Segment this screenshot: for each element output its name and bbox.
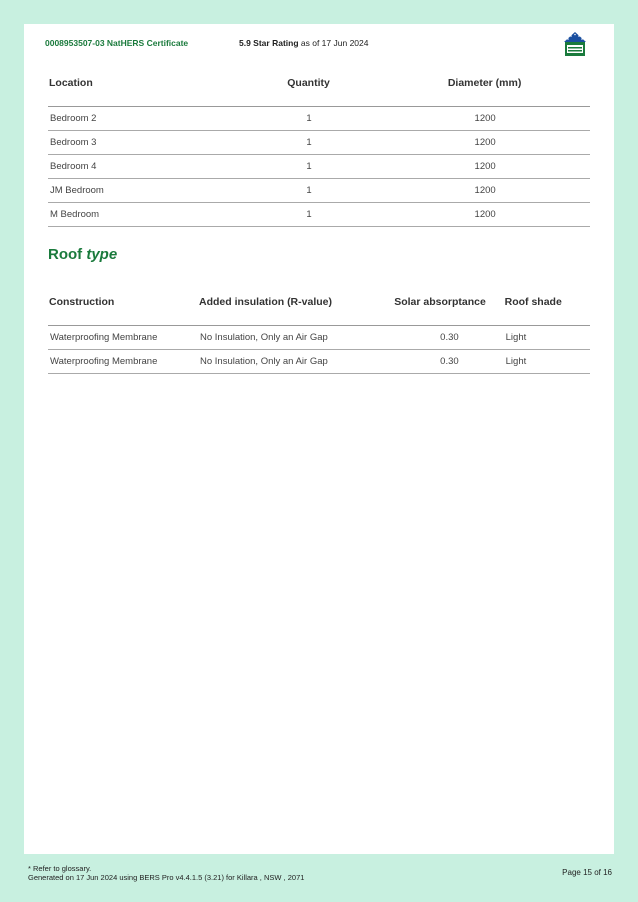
- cell-diameter: 1200: [378, 179, 590, 203]
- column-header-solar-absorptance: Solar absorptance: [393, 279, 503, 326]
- generated-note: Generated on 17 Jun 2024 using BERS Pro v4.4.1.5 (3.21) for Killara , NSW , 2071: [28, 873, 305, 882]
- column-header-insulation: Added insulation (R-value): [198, 279, 393, 326]
- cell-diameter: 1200: [378, 131, 590, 155]
- roof-type-heading-main: Roof: [48, 246, 87, 263]
- roof-type-heading-emphasis: type: [86, 246, 118, 263]
- cell-location: M Bedroom: [48, 203, 238, 227]
- cell-construction: Waterproofing Membrane: [48, 326, 198, 350]
- column-header-construction: Construction: [48, 279, 198, 326]
- page-footer-notes: [28, 864, 304, 882]
- cell-quantity: 1: [238, 131, 378, 155]
- table-row: [48, 107, 590, 131]
- cell-diameter: 1200: [378, 107, 590, 131]
- column-header-location: Location: [48, 60, 238, 107]
- cell-location: Bedroom 2: [48, 107, 238, 131]
- cell-quantity: 1: [238, 155, 378, 179]
- table-row: [48, 350, 590, 374]
- table-row: [48, 203, 590, 227]
- cell-solar-absorptance: 0.30: [393, 326, 503, 350]
- cell-location: JM Bedroom: [48, 179, 238, 203]
- roof-type-heading: [48, 246, 117, 263]
- column-header-diameter: Diameter (mm): [378, 60, 590, 107]
- page-number: Page 15 of 16: [562, 868, 612, 877]
- nathers-house-logo-icon: [562, 28, 588, 58]
- page-header: [45, 38, 593, 60]
- cell-solar-absorptance: 0.30: [393, 350, 503, 374]
- cell-diameter: 1200: [378, 155, 590, 179]
- roof-type-table: [48, 279, 590, 374]
- cell-location: Bedroom 4: [48, 155, 238, 179]
- cell-construction: Waterproofing Membrane: [48, 350, 198, 374]
- ceiling-fans-table: [48, 60, 590, 227]
- table-row: [48, 179, 590, 203]
- cell-roof-shade: Light: [504, 350, 590, 374]
- glossary-note: * Refer to glossary.: [28, 864, 92, 873]
- column-header-quantity: Quantity: [238, 60, 378, 107]
- star-rating-date: as of 17 Jun 2024: [298, 38, 369, 48]
- cell-quantity: 1: [238, 107, 378, 131]
- certificate-page: [24, 24, 614, 854]
- cell-insulation: No Insulation, Only an Air Gap: [198, 326, 393, 350]
- cell-location: Bedroom 3: [48, 131, 238, 155]
- cell-insulation: No Insulation, Only an Air Gap: [198, 350, 393, 374]
- cell-quantity: 1: [238, 179, 378, 203]
- table-row: [48, 131, 590, 155]
- table-header-row: [48, 279, 590, 326]
- table-header-row: [48, 60, 590, 107]
- star-rating-value: 5.9 Star Rating: [239, 38, 299, 48]
- table-row: [48, 326, 590, 350]
- cell-roof-shade: Light: [504, 326, 590, 350]
- star-rating: [239, 38, 368, 48]
- cell-quantity: 1: [238, 203, 378, 227]
- column-header-roof-shade: Roof shade: [504, 279, 590, 326]
- table-row: [48, 155, 590, 179]
- cell-diameter: 1200: [378, 203, 590, 227]
- certificate-id: 0008953507-03 NatHERS Certificate: [45, 38, 189, 48]
